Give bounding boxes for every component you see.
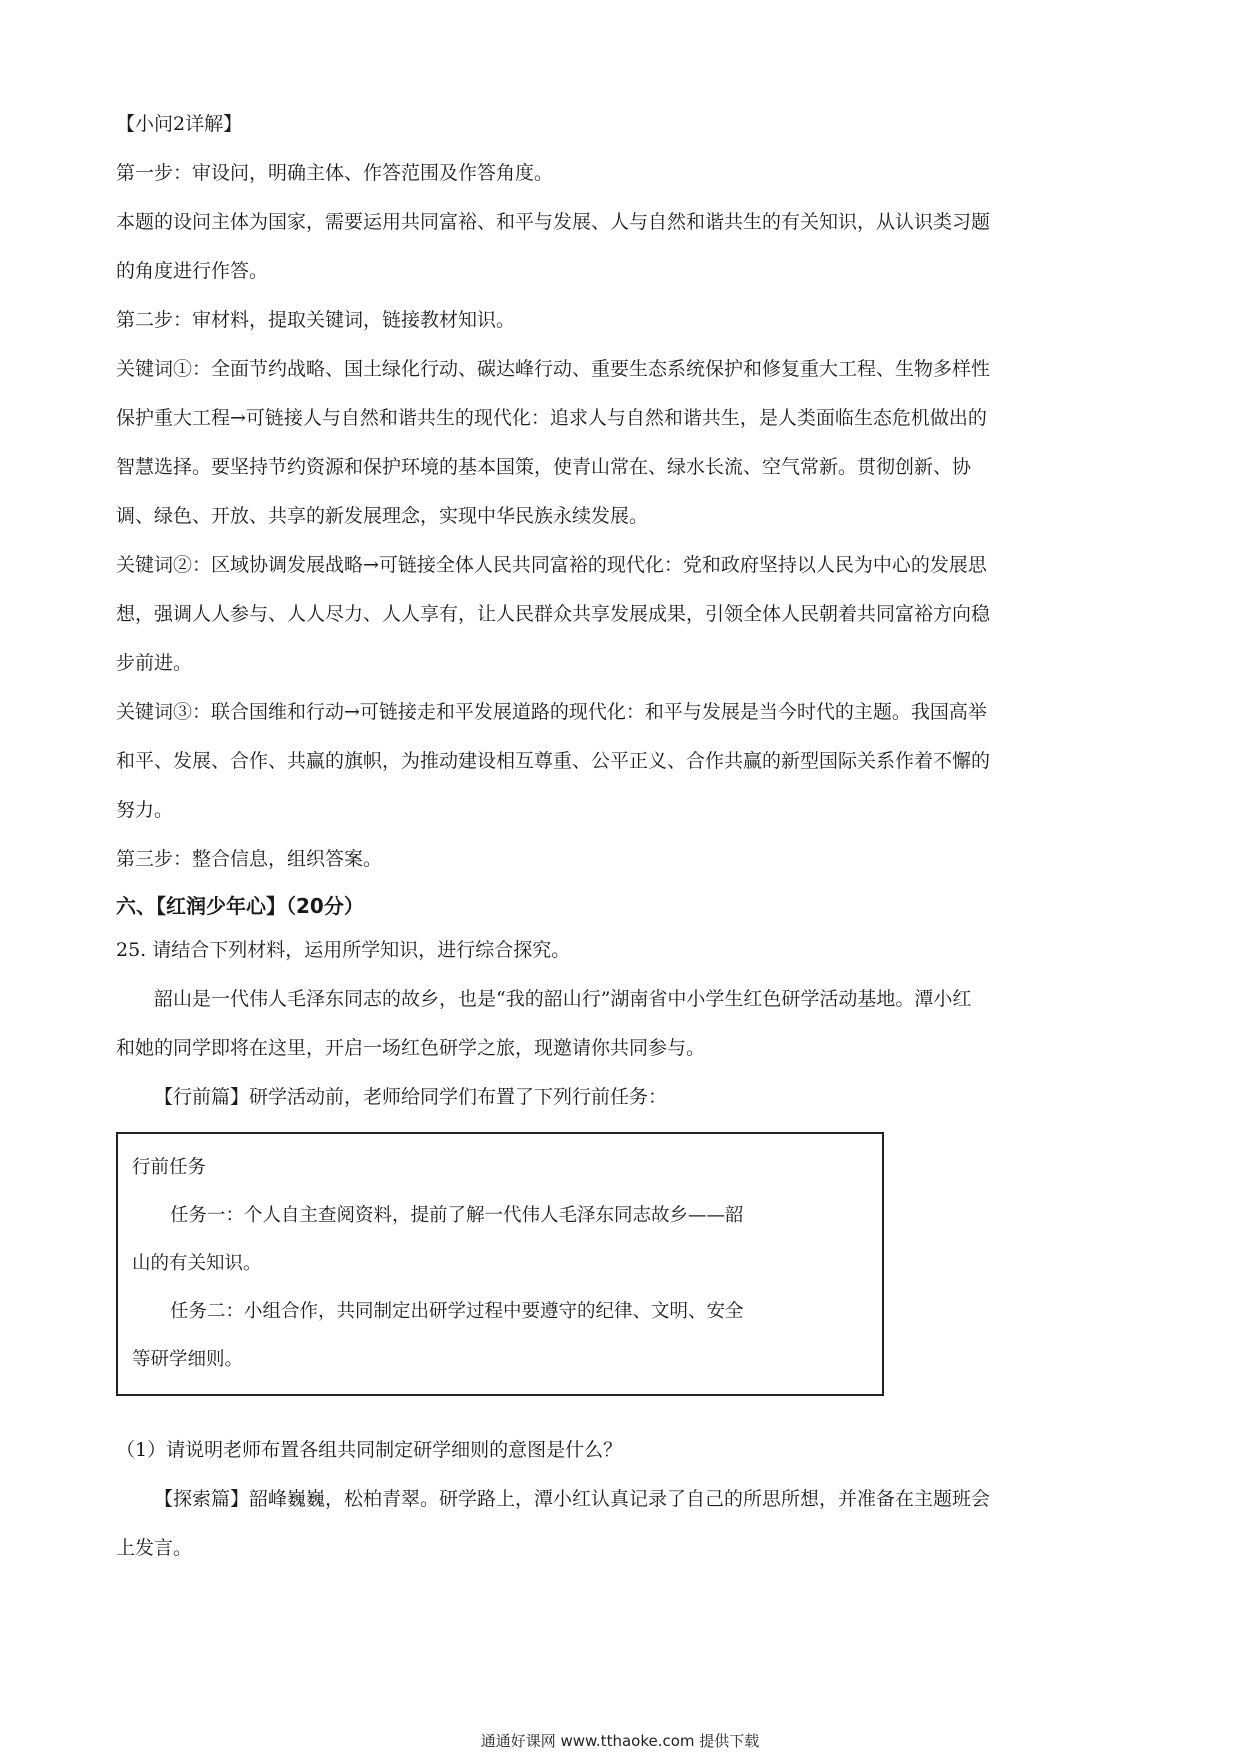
- keyword-1-line: 调、绿色、开放、共享的新发展理念，实现中华民族永续发展。: [116, 505, 649, 527]
- keyword-3-line: 努力。: [116, 799, 174, 821]
- task-box-title: 行前任务: [132, 1157, 207, 1178]
- task-box: [116, 1132, 884, 1396]
- keyword-2-line: 步前进。: [116, 652, 193, 674]
- task-2-line: 等研学细则。: [132, 1349, 244, 1370]
- before-trip-text: 【行前篇】研学活动前，老师给同学们布置了下列行前任务：: [154, 1086, 668, 1108]
- task-1-line: 任务一：个人自主查阅资料，提前了解一代伟人毛泽东同志故乡——韶: [170, 1205, 744, 1226]
- step-3: 第三步：整合信息，组织答案。: [116, 848, 383, 870]
- keyword-3-line: 和平、发展、合作、共赢的旗帜，为推动建设相互尊重、公平正义、合作共赢的新型国际关系作着不懈的: [116, 750, 991, 772]
- material-intro-line: 和她的同学即将在这里，开启一场红色研学之旅，现邀请你共同参与。: [116, 1037, 706, 1059]
- keyword-2-line: 关键词②：区域协调发展战略→可链接全体人民共同富裕的现代化：党和政府坚持以人民为中心的发展思: [116, 554, 987, 576]
- step-2: 第二步：审材料，提取关键词，链接教材知识。: [116, 309, 516, 331]
- question-1: （1）请说明老师布置各组共同制定研学细则的意图是什么？: [116, 1439, 623, 1461]
- keyword-3-line: 关键词③：联合国维和行动→可链接走和平发展道路的现代化：和平与发展是当今时代的主题。我国高举: [116, 701, 987, 723]
- document-page: [116, 100, 1126, 1573]
- question-25-stem: 25. 请结合下列材料，运用所学知识，进行综合探究。: [116, 939, 571, 961]
- footer-watermark: 通通好课网 www.tthaoke.com 提供下载: [480, 1732, 760, 1750]
- keyword-1-line: 智慧选择。要坚持节约资源和保护环境的基本国策，使青山常在、绿水长流、空气常新。贯彻创新、协: [116, 456, 972, 478]
- keyword-2-line: 想，强调人人参与、人人尽力、人人享有，让人民群众共享发展成果，引领全体人民朝着共同富裕方向稳: [116, 603, 991, 625]
- explore-line: 上发言。: [116, 1537, 193, 1559]
- explore-line: 【探索篇】韶峰巍巍，松柏青翠。研学路上，潭小红认真记录了自己的所思所想，并准备在主题班会: [154, 1488, 991, 1510]
- step-1-desc-line: 的角度进行作答。: [116, 260, 269, 282]
- task-1-line: 山的有关知识。: [132, 1253, 262, 1274]
- keyword-1-line: 关键词①：全面节约战略、国土绿化行动、碳达峰行动、重要生态系统保护和修复重大工程、生物多样性: [116, 358, 991, 380]
- keyword-1-line: 保护重大工程→可链接人与自然和谐共生的现代化：追求人与自然和谐共生，是人类面临生态危机做出的: [116, 407, 987, 429]
- section-title: 【小问2详解】: [116, 113, 243, 135]
- material-intro-line: 韶山是一代伟人毛泽东同志的故乡，也是“我的韶山行”湖南省中小学生红色研学活动基地。潭小红: [154, 988, 972, 1010]
- task-2-line: 任务二：小组合作，共同制定出研学过程中要遵守的纪律、文明、安全: [170, 1301, 744, 1322]
- step-1: 第一步：审设问，明确主体、作答范围及作答角度。: [116, 162, 554, 184]
- step-1-desc-line: 本题的设问主体为国家，需要运用共同富裕、和平与发展、人与自然和谐共生的有关知识，从认识类习题: [116, 211, 991, 233]
- part-6-heading: 六、【红润少年心】（20分）: [116, 894, 364, 918]
